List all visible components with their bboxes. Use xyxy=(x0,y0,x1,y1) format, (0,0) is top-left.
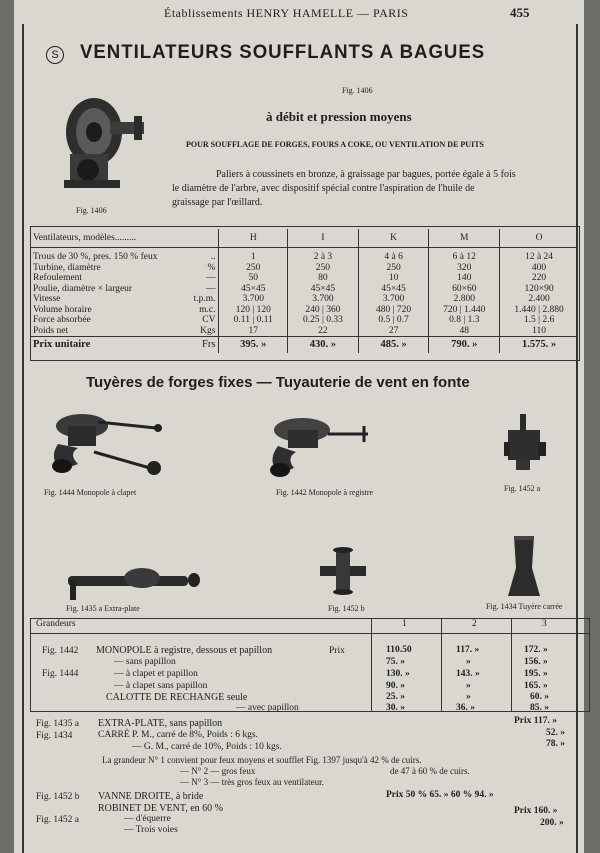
row-label: Poulie, diamètre × largeur xyxy=(33,283,133,294)
cell: 45×45 xyxy=(288,284,359,295)
cell: 110 xyxy=(500,326,578,337)
row-unit: .. xyxy=(210,252,216,262)
cell: 50 xyxy=(219,273,288,284)
g-val: 117. » xyxy=(456,645,480,655)
price-cell: 485. » xyxy=(358,337,429,354)
g-desc: — à clapet et papillon xyxy=(114,669,198,679)
cell: 1.440 | 2.880 xyxy=(500,305,578,316)
cell: 10 xyxy=(358,273,429,284)
fig-caption-1434: Fig. 1434 Tuyère carrée xyxy=(486,602,563,611)
x-text: CARRÉ P. M., carré de 8%, Poids : 6 kgs. xyxy=(98,730,258,740)
section-title: Tuyères de forges fixes — Tuyauterie de vent en fonte xyxy=(86,374,470,391)
g-val: 195. » xyxy=(524,669,548,679)
row-unit: — xyxy=(205,273,216,283)
x-fig: Fig. 1452 b xyxy=(36,792,80,802)
cell: 250 xyxy=(358,263,429,274)
row-unit: — xyxy=(205,283,216,294)
cell: 17 xyxy=(219,326,288,337)
cell: 2 à 3 xyxy=(288,252,359,263)
cell: 4 à 6 xyxy=(358,252,429,263)
g-val: 143. » xyxy=(456,669,480,679)
x-price: 78. » xyxy=(546,739,565,749)
cell: 80 xyxy=(288,273,359,284)
g-fig: Fig. 1442 xyxy=(42,646,79,656)
spec-row xyxy=(30,284,578,295)
fig-caption-1435a: Fig. 1435 a Extra-plate xyxy=(66,604,140,613)
cell: 120×90 xyxy=(500,284,578,295)
cell: 1.5 | 2.6 xyxy=(500,315,578,326)
cell: 60×60 xyxy=(429,284,500,295)
running-head: Établissements HENRY HAMELLE — PARIS xyxy=(164,6,409,20)
x-text: ROBINET DE VENT, en 60 % xyxy=(98,803,223,814)
g-val: 110.50 xyxy=(386,645,412,655)
description xyxy=(172,168,572,210)
price-label: Prix unitaire xyxy=(33,339,91,350)
g-desc: MONOPOLE à registre, dessous et papillon xyxy=(96,645,273,656)
cell: 45×45 xyxy=(358,284,429,295)
g-val: » xyxy=(466,681,471,691)
row-unit: m.c. xyxy=(199,304,216,315)
model-k: K xyxy=(358,229,429,248)
page-title: VENTILATEURS SOUFFLANTS A BAGUES xyxy=(80,42,486,63)
g-val: 60. » xyxy=(530,692,549,702)
page-number: 455 xyxy=(510,5,530,20)
price-cell: 395. » xyxy=(219,337,288,354)
spec-row xyxy=(30,305,578,316)
vanne-droite-illustration xyxy=(316,546,370,596)
spec-header-label: Ventilateurs, modèles......... xyxy=(30,229,219,248)
cell: 320 xyxy=(429,263,500,274)
x-text: — d'équerre xyxy=(124,814,171,824)
g-val: 172. » xyxy=(524,645,548,655)
spec-table xyxy=(30,229,578,353)
g-desc: — avec papillon xyxy=(236,703,299,713)
cell: 0.5 | 0.7 xyxy=(358,315,429,326)
x-note: — N° 3 — très gros feux au ventilateur. xyxy=(180,777,324,787)
cell: 1 xyxy=(219,252,288,263)
spec-row xyxy=(30,326,578,337)
row-unit: CV xyxy=(202,315,216,325)
row-label: Force absorbée xyxy=(33,315,91,325)
description-line: graissage par l'œillard. xyxy=(172,197,263,208)
cell: 2.800 xyxy=(429,294,500,305)
row-unit: t.p.m. xyxy=(193,294,216,304)
g-desc: — sans papillon xyxy=(114,657,176,667)
g-val: 85. » xyxy=(530,703,549,713)
x-fig: Fig. 1434 xyxy=(36,731,73,741)
price-cell: 790. » xyxy=(429,337,500,354)
cell: 480 | 720 xyxy=(358,305,429,316)
spec-row xyxy=(30,263,578,274)
subtitle: à débit et pression moyens xyxy=(266,109,412,124)
grandeur-col-1: 1 xyxy=(402,619,407,629)
price-cell: 430. » xyxy=(288,337,359,354)
spec-row xyxy=(30,315,578,326)
row-unit: Kgs xyxy=(200,325,216,336)
cell: 220 xyxy=(500,273,578,284)
fig-caption-1444: Fig. 1444 Monopole à clapet xyxy=(44,488,137,497)
x-price: 200. » xyxy=(540,818,564,828)
monopole-registre-illustration xyxy=(258,412,388,484)
vanne-illustration xyxy=(500,412,550,474)
cell: 6 à 12 xyxy=(429,252,500,263)
g-val: 30. » xyxy=(386,703,405,713)
x-text: — Trois voies xyxy=(124,825,178,835)
s-mark-icon: S xyxy=(46,46,64,64)
g-val: 165. » xyxy=(524,681,548,691)
fig-caption-1442: Fig. 1442 Monopole à registre xyxy=(276,488,374,497)
g-val: » xyxy=(466,692,471,702)
price-unit: Frs xyxy=(202,339,216,350)
price-cell: 1.575. » xyxy=(500,337,578,354)
model-h: H xyxy=(219,229,288,248)
model-m: M xyxy=(429,229,500,248)
x-price: Prix 117. » xyxy=(514,716,558,726)
cell: 27 xyxy=(358,326,429,337)
cell: 48 xyxy=(429,326,500,337)
fig-caption-1406: Fig. 1406 xyxy=(76,206,107,215)
g-val: » xyxy=(466,657,471,667)
model-o: O xyxy=(500,229,578,248)
g-val: 130. » xyxy=(386,669,410,679)
row-label: Vitesse xyxy=(33,294,61,304)
x-price: 52. » xyxy=(546,728,565,738)
cell: 140 xyxy=(429,273,500,284)
grandeur-col-2: 2 xyxy=(472,619,477,629)
fig-caption-1452a: Fig. 1452 a xyxy=(504,484,541,493)
cell: 22 xyxy=(288,326,359,337)
spec-row xyxy=(30,273,578,284)
cell: 12 à 24 xyxy=(500,252,578,263)
spec-row xyxy=(30,294,578,305)
spec-row xyxy=(30,252,578,263)
fig-caption-1452b: Fig. 1452 b xyxy=(328,604,365,613)
catalog-page xyxy=(14,0,584,853)
x-price: Prix 50 % 65. » 60 % 94. » xyxy=(386,790,494,800)
monopole-clapet-illustration xyxy=(38,404,178,484)
cell: 240 | 360 xyxy=(288,305,359,316)
x-price: Prix 160. » xyxy=(514,806,558,816)
description-line: le diamètre de l'arbre, avec dispositif spécial contre l'aspiration de l'huile de xyxy=(172,183,475,194)
row-label: Volume horaire xyxy=(33,304,92,315)
fig-label-top: Fig. 1406 xyxy=(342,86,373,95)
row-label: Turbine, diamètre xyxy=(33,262,101,273)
g-val: 36. » xyxy=(456,703,475,713)
x-fig: Fig. 1452 a xyxy=(36,815,80,825)
g-desc: CALOTTE DE RECHANGE seule xyxy=(106,692,248,703)
g-prix-label: Prix xyxy=(329,646,345,656)
g-desc: — à clapet sans papillon xyxy=(114,681,208,691)
cell: 3.700 xyxy=(219,294,288,305)
cell: 250 xyxy=(288,263,359,274)
extra-plate-illustration xyxy=(58,562,208,602)
cell: 400 xyxy=(500,263,578,274)
grandeurs-label: Grandeurs xyxy=(36,619,76,629)
g-val: 25. » xyxy=(386,692,405,702)
x-note: La grandeur N° 1 convient pour feux moyens et soufflet Fig. 1397 jusqu'à 42 % de cuirs. xyxy=(102,755,422,765)
g-val: 75. » xyxy=(386,657,405,667)
cell: 3.700 xyxy=(358,294,429,305)
x-text: VANNE DROITE, à bride xyxy=(98,791,204,802)
x-text: EXTRA-PLATE, sans papillon xyxy=(98,718,223,729)
description-line: Paliers à coussinets en bronze, à graissage par bagues, portée égale à 5 fois xyxy=(216,169,516,180)
cell: 0.25 | 0.33 xyxy=(288,315,359,326)
row-label: Refoulement xyxy=(33,273,83,283)
cell: 2.400 xyxy=(500,294,578,305)
x-note: de 47 à 60 % de cuirs. xyxy=(390,766,470,776)
g-val: 156. » xyxy=(524,657,548,667)
cell: 250 xyxy=(219,263,288,274)
row-unit: % xyxy=(207,262,216,273)
x-text: — G. M., carré de 10%, Poids : 10 kgs. xyxy=(132,742,282,752)
g-fig: Fig. 1444 xyxy=(42,669,79,679)
tuyere-carree-illustration xyxy=(506,534,542,598)
x-note: — N° 2 — gros feux xyxy=(180,766,256,776)
cell: 3.700 xyxy=(288,294,359,305)
cell: 0.8 | 1.3 xyxy=(429,315,500,326)
cell: 0.11 | 0.11 xyxy=(219,315,288,326)
g-val: 90. » xyxy=(386,681,405,691)
row-label: Trous de 30 %, pres. 150 % feux xyxy=(33,252,158,262)
usage-line: POUR SOUFFLAGE DE FORGES, FOURS A COKE, OU VENTILATION DE PUITS xyxy=(186,140,484,149)
price-row xyxy=(30,337,578,354)
x-fig: Fig. 1435 a xyxy=(36,719,80,729)
cell: 45×45 xyxy=(219,284,288,295)
cell: 120 | 120 xyxy=(219,305,288,316)
row-label: Poids net xyxy=(33,325,69,336)
fan-illustration xyxy=(50,88,150,200)
cell: 720 | 1.440 xyxy=(429,305,500,316)
model-i: I xyxy=(288,229,359,248)
grandeur-col-3: 3 xyxy=(542,619,547,629)
